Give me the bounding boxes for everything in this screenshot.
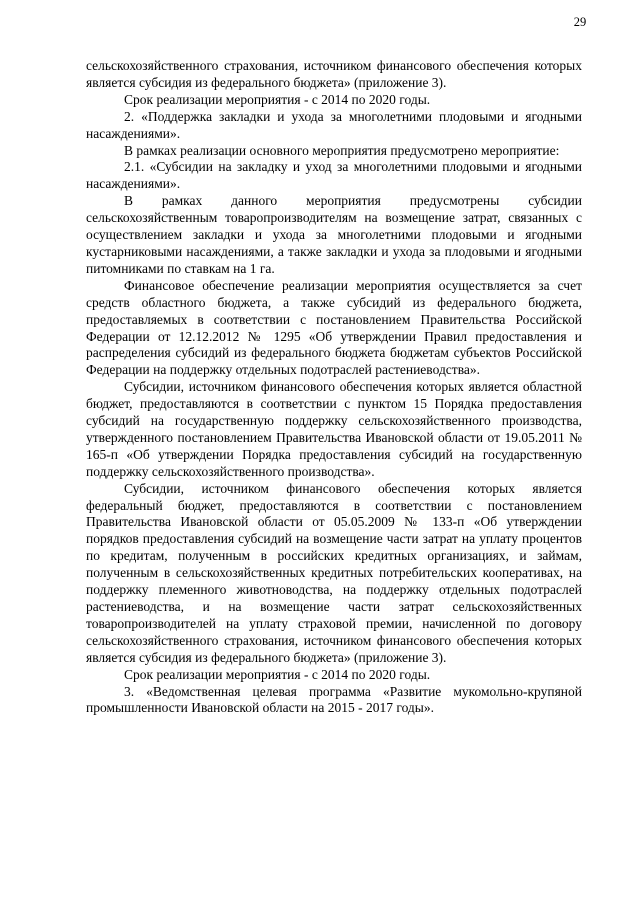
paragraph-term: Срок реализации мероприятия - с 2014 по 2020 годы. (124, 91, 431, 107)
paragraph-within-main-activity: В рамках реализации основного мероприятия предусмотрено мероприятие: (124, 142, 560, 158)
page-number: 29 (573, 15, 587, 29)
paragraph-program-3: 3. «Ведомственная целевая программа «Развитие мукомольно-крупяной промышленности Ивановской области на 2015 - 2017 годы». (86, 683, 582, 716)
paragraph-term-2: Срок реализации мероприятия - с 2014 по 2020 годы. (124, 666, 431, 682)
paragraph-financing: Финансовое обеспечение реализации мероприятия осуществляется за счет средств областного бюджета, а также субсидий из федерального бюджета, предоставляемых в соответствии с постановлением Правительства Российской Федерации от 12.12.2012 № 1295 «Об утверждении Правил предоставления и распределения субсидий из федерального бюджета бюджетам субъектов Российской Федерации на поддержку отдельных подотраслей растениеводства». (86, 277, 582, 378)
paragraph-continuation: сельскохозяйственного страхования, источником финансового обеспечения которых является субсидия из федерального бюджета» (приложение 3). (86, 58, 582, 90)
paragraph-regional-budget: Субсидии, источником финансового обеспечения которых является областной бюджет, предоставляются в соответствии с пунктом 15 Порядка предоставления субсидий на государственную поддержку сельскохозяйственного производства, утвержденного постановлением Правительства Ивановской области от 19.05.2011 № 165-п «Об утверждении Порядка предоставления субсидий на государственную поддержку сельскохозяйственного производства». (86, 379, 582, 479)
document-body (86, 58, 582, 717)
paragraph-subsidies-description: В рамках данного мероприятия предусмотрены субсидии сельскохозяйственным товаропроизводителям на возмещение затрат, связанных с осуществлением закладки и ухода за многолетними плодовыми и ягодными кустарниковыми насаждениями, а также закладки и ухода за плодовыми и ягодными питомниками по ставкам на 1 га. (86, 193, 582, 276)
paragraph-main-activity-2: 2. «Поддержка закладки и ухода за многолетними плодовыми и ягодными насаждениями». (86, 108, 582, 141)
paragraph-federal-budget: Субсидии, источником финансового обеспечения которых является федеральный бюджет, предоставляются в соответствии с постановлением Правительства Ивановской области от 05.05.2009 № 133-п «Об утверждении порядков предоставления субсидий на возмещение части затрат на уплату процентов по кредитам, полученным в российских кредитных организациях, и займам, полученным в сельскохозяйственных кредитных потребительских кооперативах, на поддержку племенного животноводства, на поддержку отдельных подотраслей растениеводства, и на возмещение части затрат сельскохозяйственных товаропроизводителей на уплату страховой премии, начисленной по договору сельскохозяйственного страхования, источником финансового обеспечения которых является субсидия из федерального бюджета» (приложение 3). (86, 480, 582, 665)
paragraph-activity-2-1: 2.1. «Субсидии на закладку и уход за многолетними плодовыми и ягодными насаждениями». (86, 159, 582, 192)
